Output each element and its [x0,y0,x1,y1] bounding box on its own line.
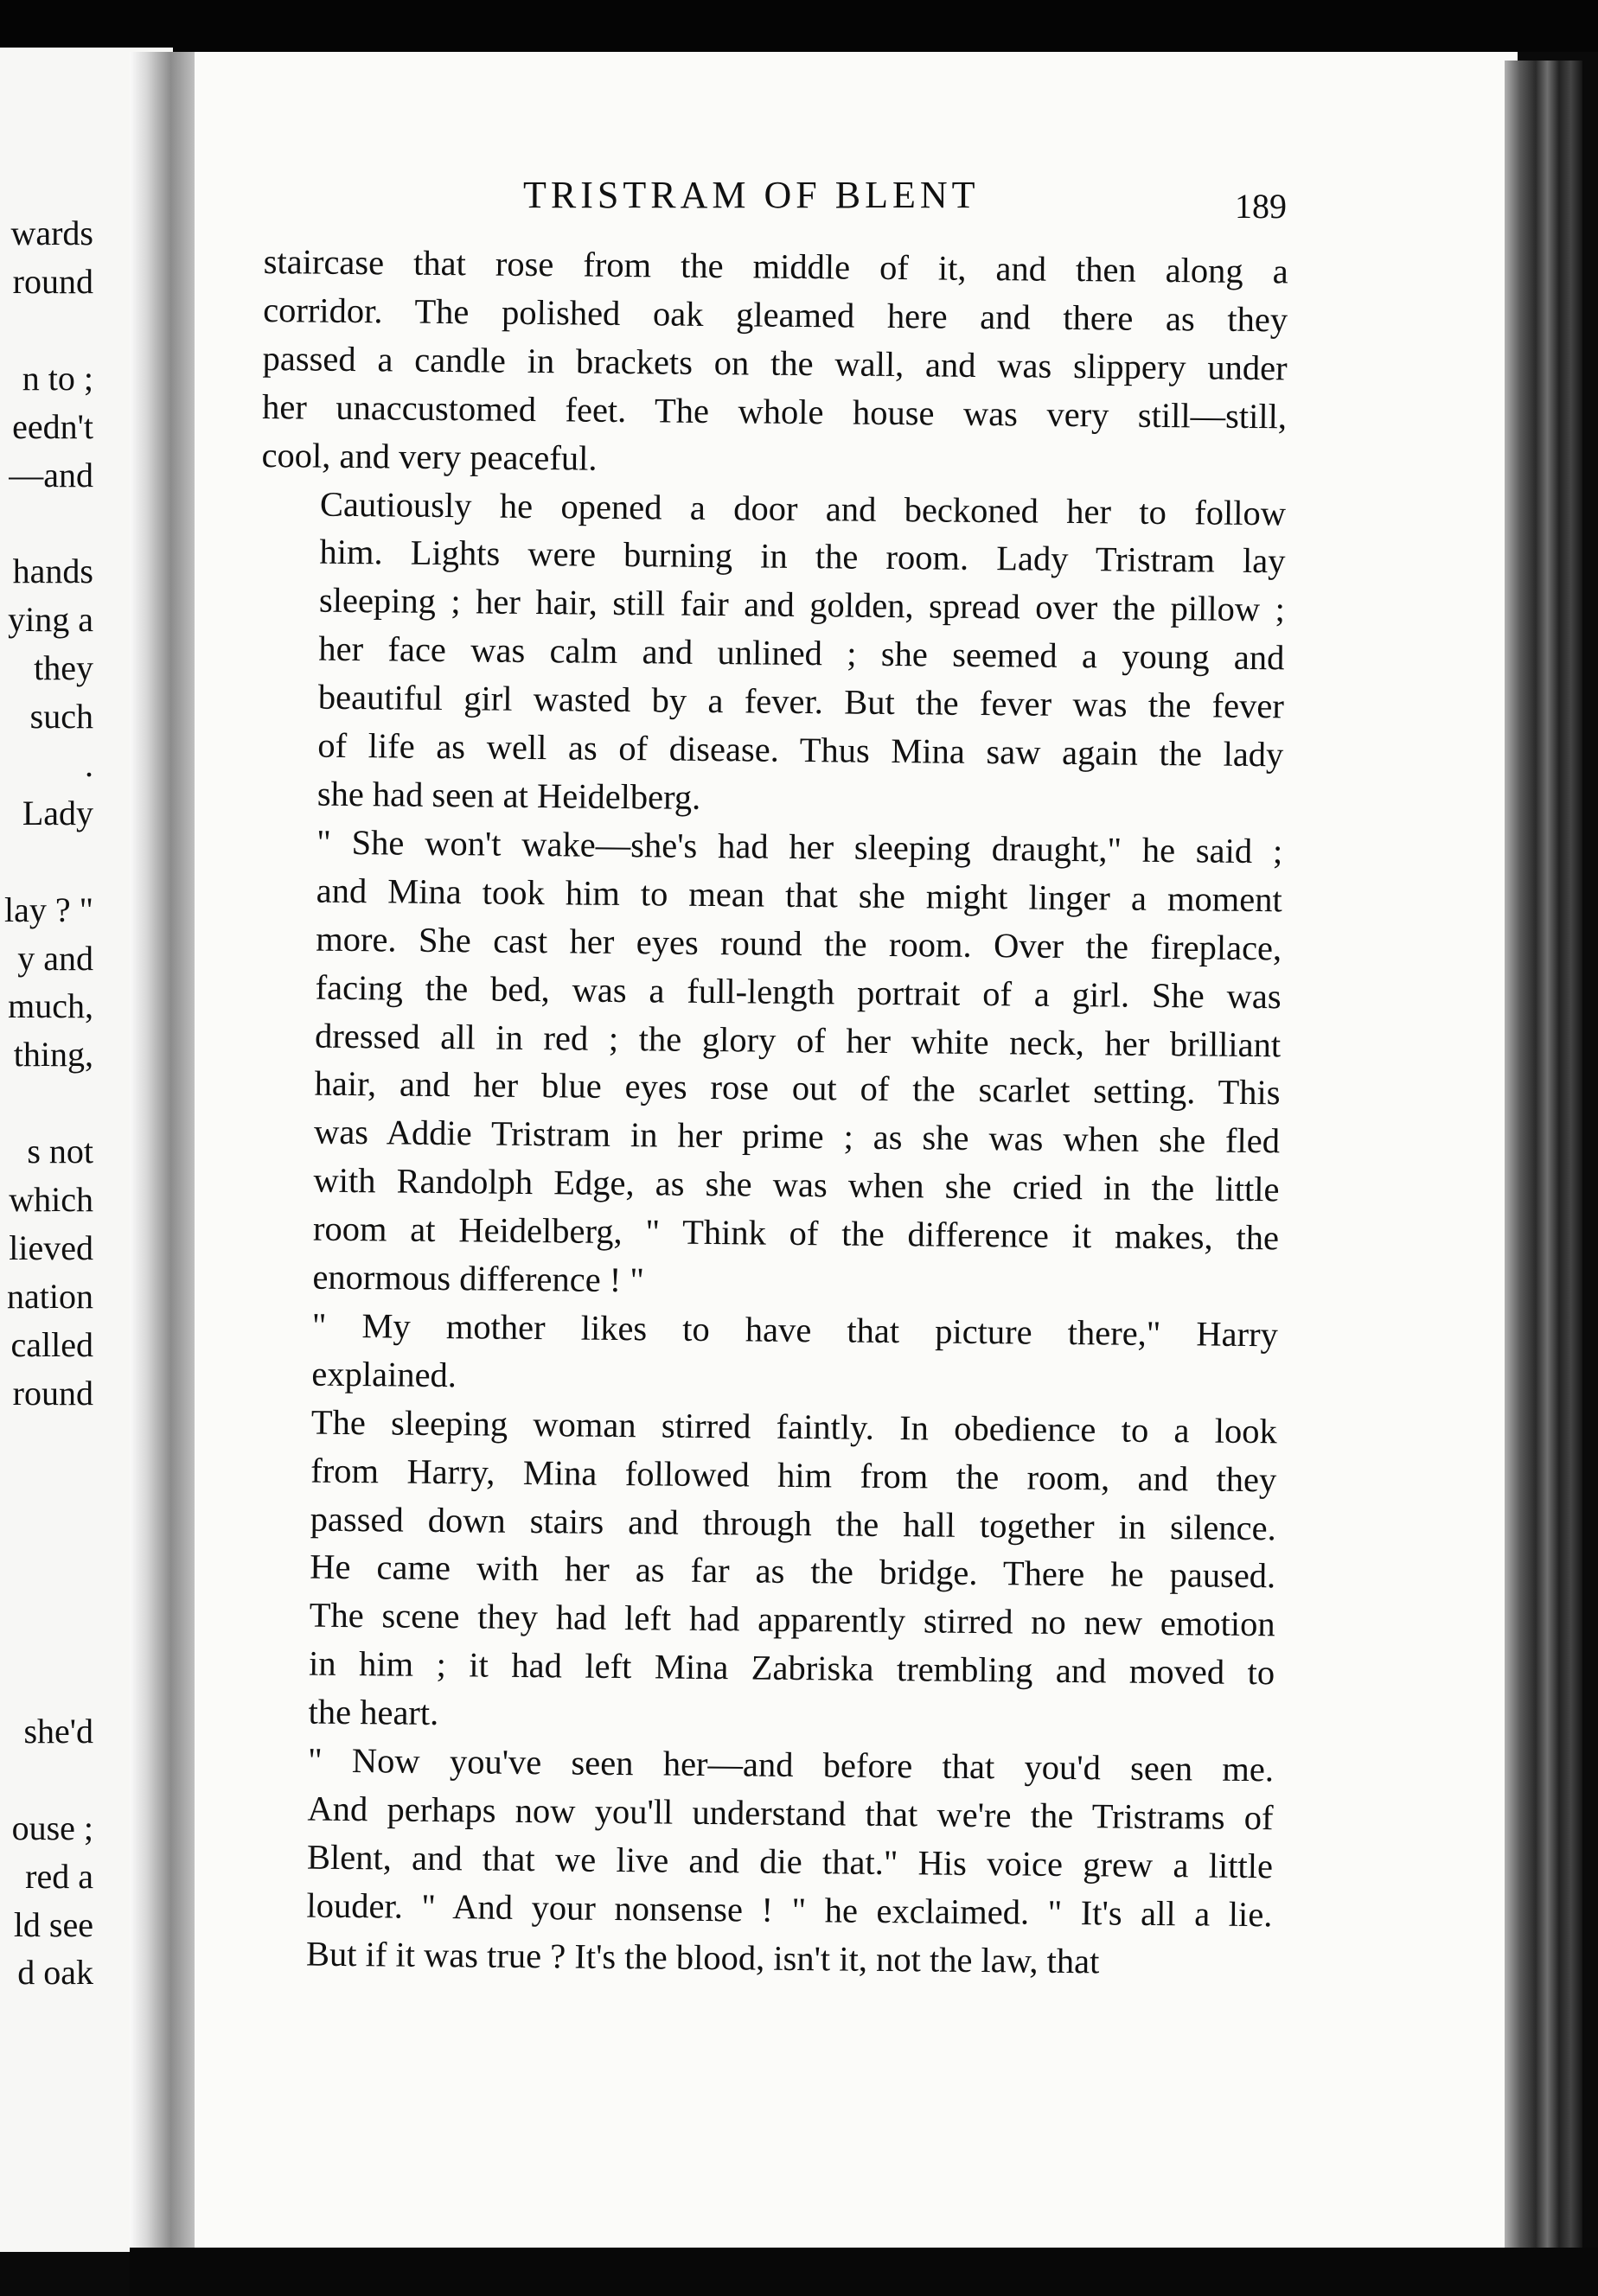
facing-page-line: Lady [22,793,93,832]
text-line: sleeping ; her hair, still fair and golden, spread over the pillow ; [318,580,1286,629]
facing-page-line: hands [12,552,93,591]
scan-background-bottom [130,2248,1598,2296]
text-line: was Addie Tristram in her prime ; as she was when she fled [313,1112,1281,1161]
text-line: cool, and very peaceful. [261,435,598,478]
facing-page-line: thing, [13,1035,93,1075]
paragraph [253,818,1282,1311]
scan-background-top [0,0,1598,52]
text-line: Cautiously he opened a door and beckoned her to follow [319,484,1287,533]
facing-page-line: round [12,1373,93,1413]
text-line: her face was calm and unlined ; she seemed a young and [318,628,1285,678]
facing-page-line: y and [17,938,93,978]
text-line: staircase that rose from the middle of it, and then along a [263,241,1288,291]
text-line: room at Heidelberg, " Think of the difference it makes, the [312,1209,1280,1258]
paragraph [252,1301,1278,1407]
text-line: " She won't wake—she's had her sleeping draught," he said ; [316,822,1283,871]
text-line: passed a candle in brackets on the wall, and was slippery under [262,338,1288,388]
running-title: TRISTRAM OF BLENT [523,174,980,216]
facing-page-line: red a [25,1856,93,1896]
facing-page-line: ying a [8,600,93,640]
facing-page-line: nation [7,1276,93,1316]
facing-page-line: s not [27,1132,93,1171]
facing-page-line: lay ? " [4,890,93,929]
text-line: And perhaps now you'll understand that we're the Tristrams of [307,1789,1274,1838]
paragraph [249,1398,1277,1746]
facing-page-line: much, [8,986,93,1026]
text-line: The scene they had left had apparently stirred no new emotion [309,1595,1275,1644]
facing-page-line: wards [10,214,93,252]
text-line: with Randolph Edge, as she was when she cried in the little [313,1160,1280,1209]
text-line: she had seen at Heidelberg. [316,774,701,817]
text-line: " Now you've seen her—and before that you'd seen me. [307,1740,1275,1789]
facing-page-line: d oak [17,1953,93,1993]
facing-page-line: she'd [23,1711,93,1751]
facing-page-line: such [29,697,93,736]
facing-page-line: ld see [13,1904,93,1944]
text-line: the heart. [308,1692,439,1733]
text-line: But if it was true ? It's the blood, isn't it, not the law, that [305,1934,1100,1981]
text-line: explained. [311,1354,457,1395]
facing-page-line: n to ; [22,358,93,398]
text-line: louder. " And your nonsense ! " he exclaimed. " It's all a lie. [306,1885,1273,1935]
paragraph [247,1736,1275,1987]
text-line: passed down stairs and through the hall together in silence. [310,1499,1276,1547]
page-number: 189 [1235,187,1287,226]
body-text [247,238,1288,1987]
text-line: Blent, and that we live and die that." His voice grew a little [306,1837,1274,1886]
text-line: He came with her as far as the bridge. There he paused. [310,1547,1276,1596]
text-line: her unaccustomed feet. The whole house was very still—still, [261,386,1288,437]
text-line: more. She cast her eyes round the room. Over the fireplace, [316,919,1282,968]
facing-page-line: ouse ; [11,1808,93,1847]
text-line: dressed all in red ; the glory of her white neck, her brilliant [314,1016,1282,1064]
page-edges [1505,61,1582,2248]
text-line: and Mina took him to mean that she might linger a moment [316,871,1282,920]
facing-page-line: called [10,1324,93,1364]
facing-page-line: which [9,1180,93,1219]
text-line: The sleeping woman stirred faintly. In obedience to a look [310,1402,1278,1451]
facing-page-line: they [34,648,93,688]
text-line: " My mother likes to have that picture there," Harry [311,1305,1279,1355]
facing-page-line: —and [9,455,93,494]
text-line: in him ; it had left Mina Zabriska trembling and moved to [308,1643,1275,1693]
paragraph [261,238,1288,489]
facing-page-line: lieved [9,1228,93,1267]
text-line: facing the bed, was a full-length portrait of a girl. She was [315,967,1282,1016]
text-line: corridor. The polished oak gleamed here and there as they [262,290,1288,340]
facing-page-line: . [85,744,93,784]
text-line: beautiful girl wasted by a fever. But the fever was the fever [317,677,1285,726]
facing-page-line: eedn't [12,406,93,446]
facing-page-line: round [12,261,93,301]
text-line: enormous difference ! " [312,1257,645,1300]
paragraph [259,480,1287,828]
text-line: from Harry, Mina followed him from the room, and they [310,1451,1277,1499]
text-line: of life as well as of disease. Thus Mina saw again the lady [317,725,1284,775]
text-line: him. Lights were burning in the room. Lady Tristram lay [319,533,1286,581]
text-line: hair, and her blue eyes rose out of the scarlet setting. This [314,1064,1281,1113]
